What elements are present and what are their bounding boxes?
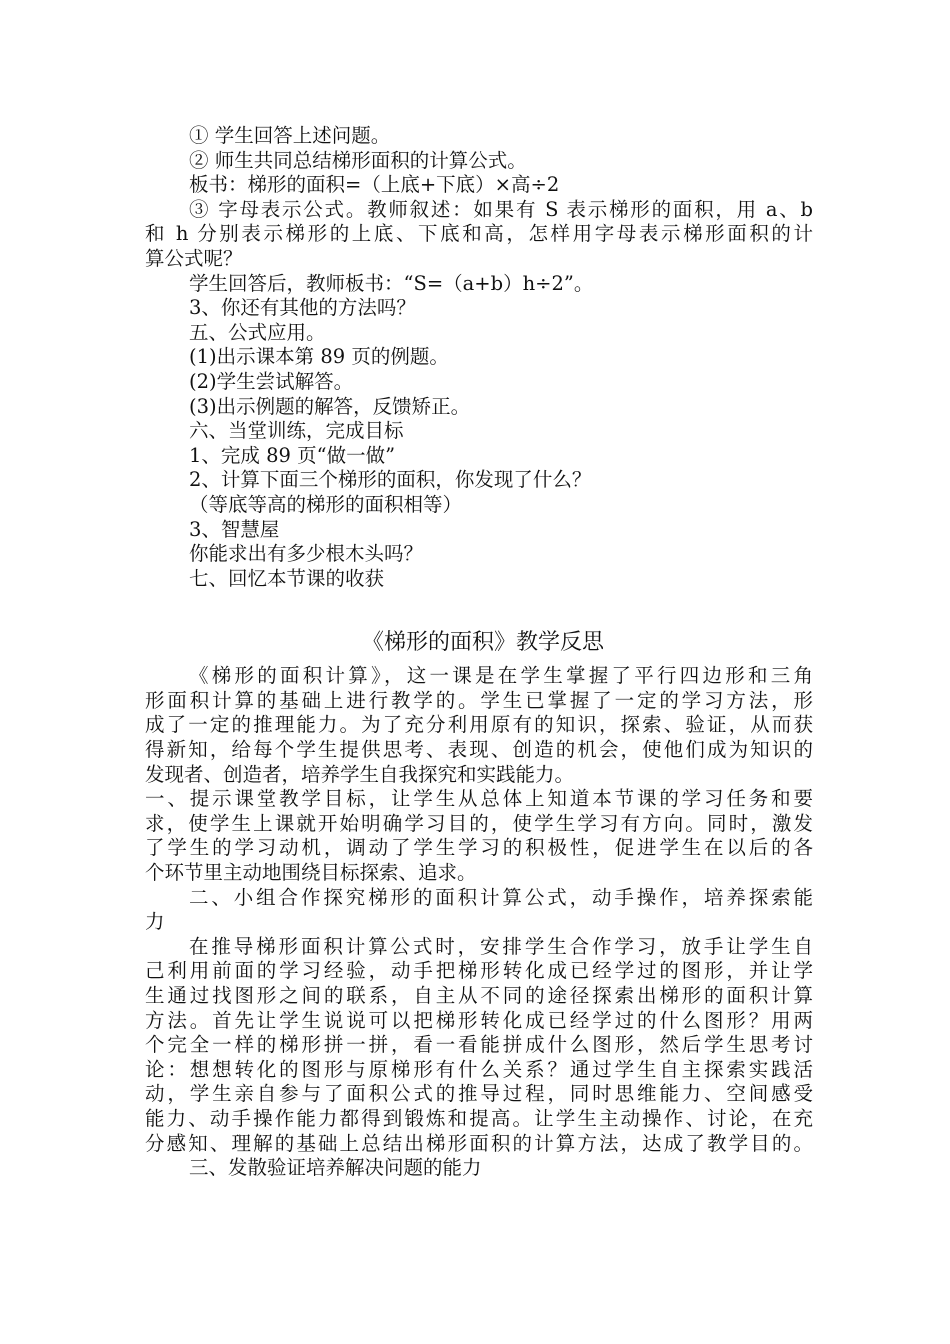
paragraph-line: 你能求出有多少根木头吗？ xyxy=(189,542,424,566)
paragraph-line: 生通过找图形之间的联系，自主从不同的途径探索出梯形的面积计算 xyxy=(145,984,813,1007)
paragraph-line: ② 师生共同总结梯形面积的计算公式。 xyxy=(189,148,527,172)
paragraph-line: 和 h 分别表示梯形的上底、下底和高，怎样用字母表示梯形面积的计 xyxy=(145,222,813,246)
paragraph-line: 一、提示课堂教学目标，让学生从总体上知道本节课的学习任务和要 xyxy=(145,787,813,811)
paragraph-line: 2、计算下面三个梯形的面积，你发现了什么？ xyxy=(189,468,592,492)
paragraph-line: 得新知，给每个学生提供思考、表现、创造的机会，使他们成为知识的 xyxy=(145,738,813,762)
section-heading: 二、小组合作探究梯形的面积计算公式，动手操作，培养探索能 xyxy=(189,885,813,909)
reflection-section xyxy=(145,628,813,1180)
paragraph-line: 方法。首先让学生说说可以把梯形转化成已经学过的什么图形？用两 xyxy=(145,1008,813,1032)
paragraph-line: 论：想想转化的图形与原梯形有什么关系？通过学生自主探索实践活 xyxy=(145,1057,813,1081)
document-page xyxy=(145,124,813,1181)
paragraph-line: 学生回答后，教师板书：“S=（a+b）h÷2”。 xyxy=(189,271,594,295)
section-heading: 七、回忆本节课的收获 xyxy=(189,566,385,590)
paragraph-line: 个环节里主动地围绕目标探索、追求。 xyxy=(145,861,477,885)
paragraph-line: 分感知、理解的基础上总结出梯形面积的计算方法，达成了教学目的。 xyxy=(145,1131,813,1155)
paragraph-line: 能力、动手操作能力都得到锻炼和提高。让学生主动操作、讨论，在充 xyxy=(145,1106,813,1130)
paragraph-line: 算公式呢？ xyxy=(145,246,243,270)
paragraph-line: 发现者、创造者，培养学生自我探究和实践能力。 xyxy=(145,762,575,786)
lesson-section xyxy=(145,124,813,591)
paragraph-line: 形面积计算的基础上进行教学的。学生已掌握了一定的学习方法，形 xyxy=(145,688,813,712)
section-spacer xyxy=(145,591,813,628)
paragraph-line: 《梯形的面积计算》，这一课是在学生掌握了平行四边形和三角 xyxy=(189,664,813,688)
paragraph-line: ③ 字母表示公式。教师叙述：如果有 S 表示梯形的面积，用 a、b xyxy=(189,197,813,221)
paragraph-line: (2)学生尝试解答。 xyxy=(189,369,354,393)
paragraph-line: 动，学生亲自参与了面积公式的推导过程，同时思维能力、空间感受 xyxy=(145,1082,813,1106)
paragraph-line: 求，使学生上课就开始明确学习目的，使学生学习有方向。同时，激发 xyxy=(145,811,813,835)
paragraph-line: 己利用前面的学习经验，动手把梯形转化成已经学过的图形，并让学 xyxy=(145,959,813,983)
paragraph-line: （等底等高的梯形的面积相等） xyxy=(189,492,463,516)
section-heading: 六、当堂训练，完成目标 xyxy=(189,419,404,443)
section-heading: 力 xyxy=(145,910,165,934)
section-heading: 三、发散验证培养解决问题的能力 xyxy=(189,1156,482,1180)
paragraph-line: 在推导梯形面积计算公式时，安排学生合作学习，放手让学生自 xyxy=(189,934,813,958)
paragraph-line: 成了一定的推理能力。为了充分利用原有的知识，探索、验证，从而获 xyxy=(145,713,813,737)
paragraph-line: 板书：梯形的面积=（上底+下底）×高÷2 xyxy=(189,173,560,197)
paragraph-line: 了学生的学习动机，调动了学生学习的积极性，促进学生在以后的各 xyxy=(145,836,813,860)
paragraph-line: (1)出示课本第 89 页的例题。 xyxy=(189,345,449,369)
paragraph-line: ① 学生回答上述问题。 xyxy=(189,124,391,147)
paragraph-line: 1、完成 89 页“做一做” xyxy=(189,443,396,467)
paragraph-line: 3、你还有其他的方法吗？ xyxy=(189,296,416,320)
reflection-title: 《梯形的面积》教学反思 xyxy=(361,630,604,656)
paragraph-line: 3、智慧屋 xyxy=(189,517,280,541)
section-heading: 五、公式应用。 xyxy=(189,320,326,344)
paragraph-line: (3)出示例题的解答，反馈矫正。 xyxy=(189,394,471,418)
paragraph-line: 个完全一样的梯形拼一拼，看一看能拼成什么图形，然后学生思考讨 xyxy=(145,1033,813,1057)
